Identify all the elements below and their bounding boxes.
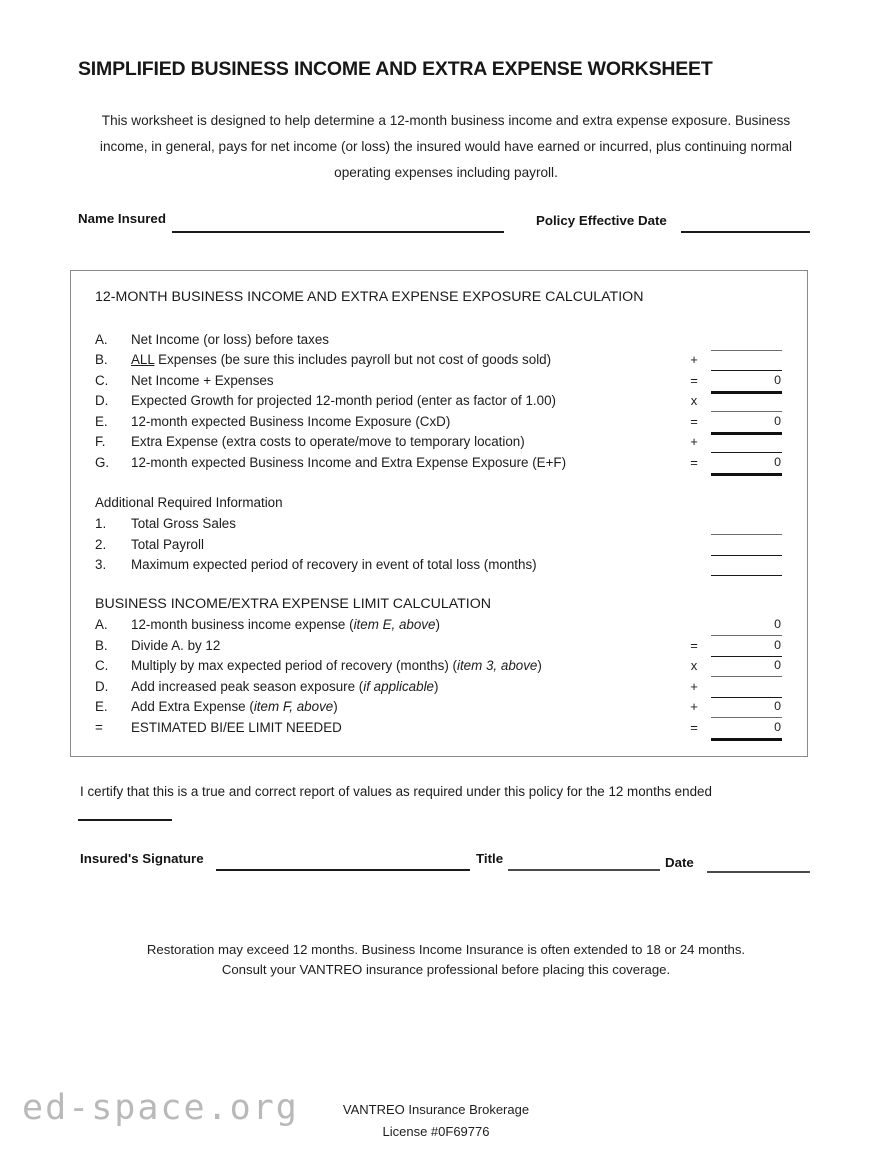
row-index: E. <box>95 699 108 714</box>
row-label <box>131 638 220 653</box>
row-label: Expected Growth for projected 12-month period (enter as factor of 1.00) <box>131 393 557 408</box>
insured-signature-label: Insured's Signature <box>80 851 204 866</box>
row-label-main: Add Extra Expense ( <box>131 699 254 714</box>
exposure-row-e <box>95 414 781 434</box>
date-input[interactable] <box>707 871 810 873</box>
row-operator: = <box>690 455 698 470</box>
row-label: 12-month expected Business Income Exposure (CxD) <box>131 414 451 429</box>
row-operator: x <box>690 393 698 408</box>
brokerage-name: VANTREO Insurance Brokerage <box>342 1102 530 1117</box>
row-value-rule[interactable] <box>711 534 782 535</box>
row-label-main: Multiply by max expected period of recovery (months) ( <box>131 658 457 673</box>
row-label-italic: item F, above <box>253 699 334 714</box>
row-value-rule[interactable] <box>711 555 782 556</box>
policy-effective-date-label: Policy Effective Date <box>536 213 667 228</box>
exposure-row-f <box>95 434 698 454</box>
row-index: B. <box>95 352 108 367</box>
row-operator: = <box>690 638 698 653</box>
row-index: 1. <box>95 516 107 531</box>
row-label-tail: ) <box>537 658 542 673</box>
all-emphasis: ALL <box>131 352 155 367</box>
limit-row-d <box>95 679 698 699</box>
limit-row-total <box>95 720 781 740</box>
row-index: F. <box>95 434 106 449</box>
row-operator: + <box>690 434 698 449</box>
exposure-row-d <box>95 393 698 413</box>
row-operator: + <box>690 352 698 367</box>
row-value[interactable]: 0 <box>774 658 781 672</box>
row-label <box>131 699 338 714</box>
row-value-rule[interactable] <box>711 411 782 412</box>
row-value-rule[interactable] <box>711 432 782 435</box>
row-label-main: Add increased peak season exposure ( <box>131 679 364 694</box>
row-operator: = <box>690 720 698 735</box>
row-operator: + <box>690 699 698 714</box>
row-label-tail: ) <box>333 699 338 714</box>
row-value[interactable]: 0 <box>774 455 781 469</box>
row-index: G. <box>95 455 110 470</box>
row-index: A. <box>95 617 108 632</box>
row-label: Net Income + Expenses <box>131 373 274 388</box>
row-index: 3. <box>95 557 107 572</box>
additional-section-heading: Additional Required Information <box>95 495 283 510</box>
exposure-row-b <box>95 352 698 372</box>
row-value-rule[interactable] <box>711 370 782 371</box>
row-value-rule[interactable] <box>711 391 782 394</box>
row-index: B. <box>95 638 108 653</box>
row-value[interactable]: 0 <box>774 373 781 387</box>
intro-paragraph: This worksheet is designed to help determine a 12-month business income and extra expense exposure. Business income, in general, pays for net income (or loss) the insured would have earned or incurred, plus continuing normal operating expenses including payroll. <box>99 113 793 180</box>
row-operator: = <box>690 373 698 388</box>
additional-row-3 <box>95 557 695 577</box>
footer-note-line2: Consult your VANTREO insurance professional before placing this coverage. <box>221 962 671 977</box>
limit-row-b <box>95 638 781 658</box>
row-index: C. <box>95 373 109 388</box>
row-operator: = <box>690 414 698 429</box>
page-title: SIMPLIFIED BUSINESS INCOME AND EXTRA EXPENSE WORKSHEET <box>78 58 713 80</box>
row-label: ALL Expenses (be sure this includes payroll but not cost of goods sold) <box>131 352 552 367</box>
name-insured-label: Name Insured <box>78 211 166 226</box>
row-value-rule[interactable] <box>711 575 782 576</box>
row-index: A. <box>95 332 108 347</box>
row-label <box>131 617 440 632</box>
row-value-rule[interactable] <box>711 676 782 677</box>
row-operator: + <box>690 679 698 694</box>
title-input[interactable] <box>508 869 660 871</box>
row-label-italic: item 3, above <box>456 658 538 673</box>
row-value-rule[interactable] <box>711 350 782 351</box>
row-label-main: ESTIMATED BI/EE LIMIT NEEDED <box>131 720 342 735</box>
row-value-rule[interactable] <box>711 635 782 636</box>
additional-row-2 <box>95 537 695 557</box>
row-label: Maximum expected period of recovery in event of total loss (months) <box>131 557 537 572</box>
row-index: D. <box>95 679 109 694</box>
row-value[interactable]: 0 <box>774 638 781 652</box>
row-index: E. <box>95 414 108 429</box>
exposure-row-a <box>95 332 695 352</box>
row-value[interactable]: 0 <box>774 720 781 734</box>
row-operator: x <box>690 658 698 673</box>
row-index: C. <box>95 658 109 673</box>
row-index: 2. <box>95 537 107 552</box>
watermark: ed-space.org <box>22 1088 299 1128</box>
row-label: 12-month expected Business Income and Extra Expense Exposure (E+F) <box>131 455 567 470</box>
row-label-main: Divide A. by 12 <box>131 638 221 653</box>
row-value-rule[interactable] <box>711 452 782 453</box>
row-value[interactable]: 0 <box>774 414 781 428</box>
exposure-row-g <box>95 455 781 475</box>
insured-signature-input[interactable] <box>216 869 470 871</box>
row-label-italic: item E, above <box>353 617 436 632</box>
row-label <box>131 720 342 735</box>
exposure-section-heading: 12-MONTH BUSINESS INCOME AND EXTRA EXPENSE EXPOSURE CALCULATION <box>95 289 644 305</box>
row-value-rule[interactable] <box>711 473 782 476</box>
name-insured-input[interactable] <box>172 231 504 233</box>
row-value[interactable]: 0 <box>774 617 781 631</box>
row-label-tail: ) <box>435 617 440 632</box>
row-label-tail: ) <box>434 679 439 694</box>
row-index: D. <box>95 393 109 408</box>
row-value[interactable]: 0 <box>774 699 781 713</box>
limit-row-c <box>95 658 781 678</box>
row-label <box>131 679 438 694</box>
row-label <box>131 658 542 673</box>
policy-effective-date-input[interactable] <box>681 231 810 233</box>
additional-row-1 <box>95 516 695 536</box>
title-label: Title <box>476 851 504 866</box>
limit-row-a <box>95 617 781 637</box>
limit-section-heading: BUSINESS INCOME/EXTRA EXPENSE LIMIT CALCULATION <box>95 596 492 612</box>
row-label: Extra Expense (extra costs to operate/move to temporary location) <box>131 434 525 449</box>
footer-note-line1: Restoration may exceed 12 months. Business Income Insurance is often extended to 18 or 24 months. <box>146 942 746 957</box>
row-value-rule[interactable] <box>711 717 782 718</box>
row-value-rule[interactable] <box>711 738 782 741</box>
date-label: Date <box>665 855 694 870</box>
exposure-row-c <box>95 373 781 393</box>
row-label-italic: if applicable <box>363 679 434 694</box>
row-label: Total Payroll <box>131 537 204 552</box>
brokerage-license: License #0F69776 <box>382 1124 490 1139</box>
row-label: Net Income (or loss) before taxes <box>131 332 329 347</box>
row-label: Total Gross Sales <box>131 516 236 531</box>
certification-date-input[interactable] <box>78 819 172 821</box>
certification-text: I certify that this is a true and correct report of values as required under this policy for the 12 months ended <box>80 784 712 799</box>
row-label-main: 12-month business income expense ( <box>131 617 354 632</box>
limit-row-e <box>95 699 781 719</box>
footer-note <box>78 940 814 980</box>
row-index: = <box>95 720 103 735</box>
brokerage-info <box>290 1099 582 1143</box>
